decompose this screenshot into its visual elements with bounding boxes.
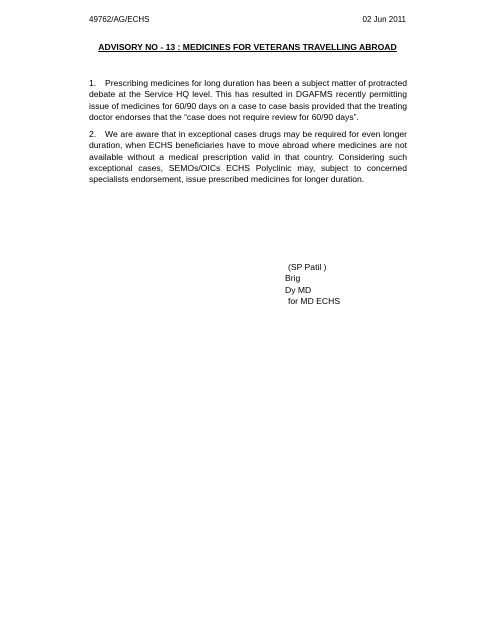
document-date: 02 Jun 2011 (362, 15, 406, 24)
reference-number: 49762/AG/ECHS (89, 15, 150, 24)
paragraph-number: 2. (89, 129, 97, 139)
paragraph-text: Prescribing medicines for long duration has been a subject matter of protracted debate at the Service HQ level. This has resulted in DGAFMS recently permitting issue of medicines for 60/90 days on a case to case basis provided that the treating doctor endorses that the “case does not require review for 60/90 days”. (89, 78, 407, 122)
paragraph-text: We are aware that in exceptional cases drugs may be required for even longer duration, when ECHS beneficiaries have to move abroad where medicines are not available without a medical prescription valid in that country. Considering such exceptional cases, SEMOs/OICs ECHS Polyclinic may, subject to concerned specialists endorsement, issue prescribed medicines for longer duration. (89, 129, 407, 185)
signatory-designation: Dy MD (285, 284, 312, 295)
signature-block (285, 262, 340, 307)
signatory-rank: Brig (285, 273, 301, 284)
signatory-name: (SP Patil ) (288, 262, 327, 272)
paragraph-2 (89, 129, 407, 185)
advisory-title: ADVISORY NO - 13 : MEDICINES FOR VETERANS TRAVELLING ABROAD (98, 42, 397, 52)
paragraph-number: 1. (89, 78, 97, 88)
paragraph-1 (89, 78, 407, 123)
signatory-for-line: for MD ECHS (288, 295, 341, 306)
